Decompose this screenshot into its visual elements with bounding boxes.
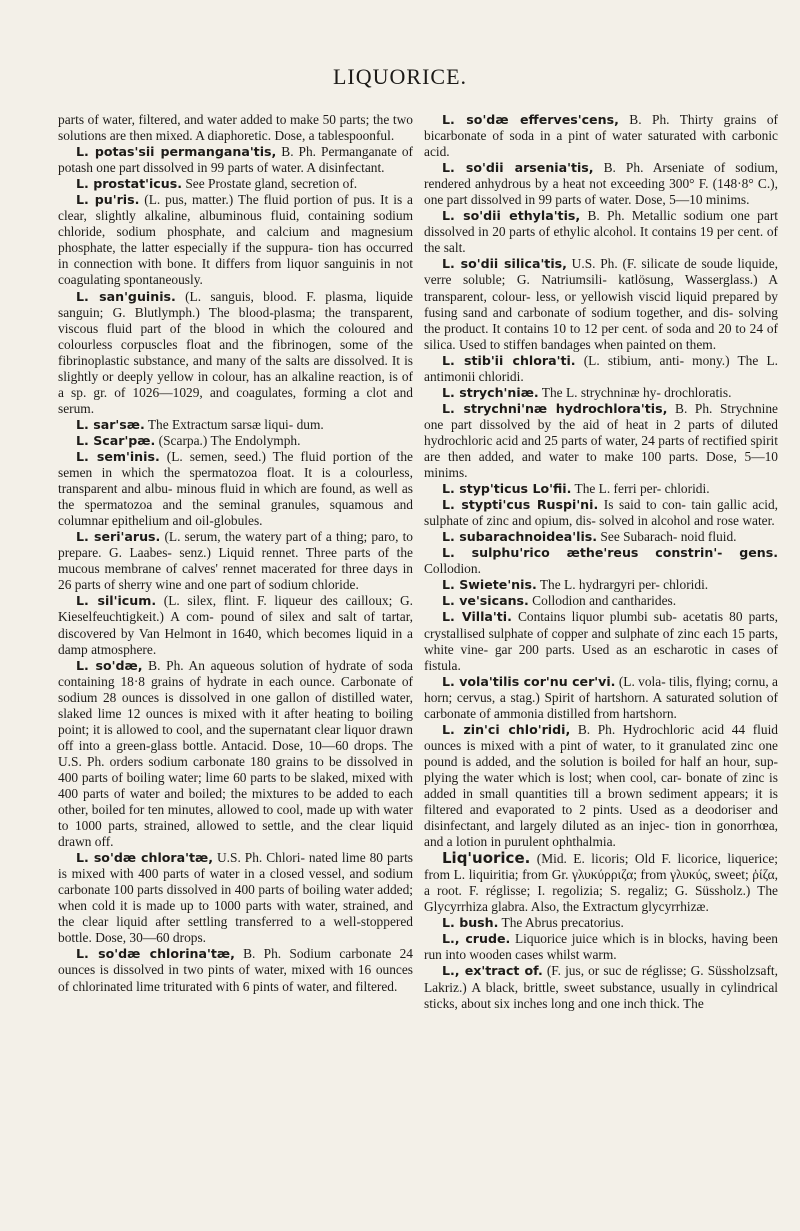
- entry-text: B. Ph. Hydrochloric acid 44 fluid ounces is mixed with a pint of water, to it granulated zinc one pound is added, and the solution is boiled for half an hour, sup- plying the water which is lost; when cool, car- bonate of zinc is added in small quantities till a brown sediment appears; it is filtered and evaporated to 2 pints. Used as a deodoriser and disinfectant, and largely diluted as an injec- tion in gonorrhœa, and a lotion in purulent ophthalmia.: [424, 721, 779, 850]
- entry-headword: L. san'guinis.: [76, 288, 176, 304]
- dictionary-entry: [58, 144, 413, 176]
- entry-text: Is said to con- tain gallic acid, sulphate of zinc and opium, dis- solved in alcohol and rose water.: [424, 497, 778, 529]
- entry-text: (L. silex, flint. F. liqueur des cailloux; G. Kieselfeuchtigkeit.) A com- pound of silex and salt of tartar, discovered by Van Helmont in 1640, which becomes liquid in a damp atmosphere.: [58, 593, 413, 657]
- dictionary-entry: [424, 545, 778, 577]
- entry-text: U.S. Ph. (F. silicate de soude liquide, verre soluble; G. Natriumsili- katlösung, Wasserglass.) A transparent, colour- less, or yellowish viscid liquid prepared by fusing sand and carbonate of sodium together, and dis- solving the product. It contains 10 to 12 per cent. of soda and 20 to 24 of silica. Used to stiffen bandages when painted on them.: [424, 256, 778, 352]
- dictionary-entry: [58, 529, 413, 593]
- dictionary-entry: [424, 674, 778, 722]
- dictionary-entry: [424, 353, 778, 385]
- entry-headword: L. seri'arus.: [76, 529, 161, 545]
- entry-headword: L. styp'ticus Lo'fii.: [442, 481, 572, 497]
- dictionary-entry: [424, 850, 778, 915]
- entry-text: Contains liquor plumbi sub- acetatis 80 parts, crystallised sulphate of copper and sulphate of zinc each 15 parts, white vine- gar 200 parts. Used as an escharotic in cases of fistula.: [424, 609, 778, 673]
- entry-text: U.S. Ph. Chlori- nated lime 80 parts is mixed with 400 parts of water in a closed vessel, and sodium carbonate 100 parts dissolved in 400 parts of boiling water added; when cold it is made up to 1000 parts with water, strained, and the clear liquid after settling transferred to a well-stoppered bottle. Dose, 30—60 drops.: [58, 850, 414, 946]
- dictionary-entry: [424, 593, 778, 609]
- entry-text: (Scarpa.) The Endolymph.: [155, 432, 301, 448]
- dictionary-entry: [58, 417, 413, 433]
- dictionary-entry: [424, 963, 778, 1011]
- entry-headword: L. zin'ci chlo'ridi,: [442, 721, 571, 737]
- entry-headword: L. so'dii silica'tis,: [442, 256, 567, 272]
- entry-headword: L. pu'ris.: [76, 192, 140, 208]
- dictionary-entry: [424, 385, 778, 401]
- entry-text: The L. hydrargyri per- chloridi.: [536, 577, 709, 593]
- dictionary-entry: [424, 256, 778, 352]
- entry-text: (L. semen, seed.) The fluid portion of the semen in which the spermatozoa float. It is a colourless, transparent and albu- minous fluid in which are found, as well as the spermatozoa and the seminal granules, squamous and columnar epithelium and oil-globules.: [58, 448, 413, 529]
- entry-text: (L. vola- tilis, flying; cornu, a horn; cervus, a stag.) Spirit of hartshorn. A saturated solution of carbonate of ammonia distilled from hartshorn.: [424, 673, 778, 721]
- right-column: [424, 112, 778, 1012]
- dictionary-entry: [424, 915, 778, 931]
- entry-text: B. Ph. Metallic sodium one part dissolved in 20 parts of ethylic alcohol. It contains 19 per cent. of the salt.: [424, 208, 779, 256]
- entry-headword: L. strychni'næ hydrochlora'tis,: [442, 400, 668, 416]
- entry-headword: L. so'dæ chlorina'tæ,: [76, 946, 235, 962]
- entry-text: The L. ferri per- chloridi.: [571, 481, 710, 497]
- entry-text: B. Ph. Arseniate of sodium, rendered anhydrous by a heat not exceeding 300° F. (148·8° C.), one part dissolved in 99 parts of water. Dose, 5—10 minims.: [424, 160, 778, 208]
- entry-text: parts of water, filtered, and water added to make 50 parts; the two solutions are then mixed. A diaphoretic. Dose, a tablespoonful.: [58, 112, 413, 144]
- dictionary-entry: [58, 946, 413, 994]
- dictionary-entry: [58, 289, 413, 417]
- entry-text: B. Ph. Strychnine one part dissolved by the aid of heat in 2 parts of diluted hydrochloric acid and 25 parts of water, 24 parts of rectified spirit are then added, and water to make 100 parts. Dose, 5—10 minims.: [424, 400, 779, 481]
- entry-headword: L. Swiete'nis.: [442, 577, 537, 593]
- entry-headword: L. sulphu'rico æthe'reus constrin'- gens.: [442, 545, 778, 561]
- entry-headword: L. strych'niæ.: [442, 384, 539, 400]
- left-column: [58, 112, 413, 995]
- dictionary-entry: [58, 850, 413, 946]
- entry-headword: L., crude.: [442, 931, 511, 947]
- entry-text: Collodion and cantharides.: [528, 593, 677, 609]
- entry-headword: L. sil'icum.: [76, 593, 157, 609]
- entry-text: (F. jus, or suc de réglisse; G. Süssholzsaft, Lakriz.) A black, brittle, sweet substance, usually in cylindrical sticks, about six inches long and one inch thick. The: [424, 963, 779, 1011]
- entry-text: See Prostate gland, secretion of.: [182, 176, 358, 192]
- entry-headword: L., ex'tract of.: [442, 963, 543, 979]
- entry-text: The L. strychninæ hy- drochloratis.: [538, 384, 732, 400]
- entry-headword: L. Scar'pæ.: [76, 432, 156, 448]
- entry-text: B. Ph. Permanganate of potash one part dissolved in 99 parts of water. A disinfectant.: [58, 144, 413, 176]
- entry-headword: L. prostat'icus.: [76, 176, 182, 192]
- entry-headword: L. bush.: [442, 915, 499, 931]
- entry-headword: L. sar'sæ.: [76, 416, 145, 432]
- entry-text: The Abrus precatorius.: [498, 915, 624, 931]
- entry-headword: L. Villa'ti.: [442, 609, 512, 625]
- dictionary-entry: [58, 176, 413, 192]
- dictionary-entry: [424, 481, 778, 497]
- dictionary-entry: [58, 433, 413, 449]
- entry-headword: L. so'dæ chlora'tæ,: [76, 850, 214, 866]
- entry-headword: L. stypti'cus Ruspi'ni.: [442, 497, 599, 513]
- entry-headword: L. so'dæ,: [76, 657, 143, 673]
- entry-text: The Extractum sarsæ liqui- dum.: [144, 416, 324, 432]
- entry-text: (L. serum, the watery part of a thing; paro, to prepare. G. Laabes- senz.) Liquid rennet. Three parts of the mucous membrane of calves' rennet macerated for three days in 26 parts of sherry wine and one part of sodium chloride.: [58, 529, 414, 593]
- entry-text: B. Ph. Sodium carbonate 24 ounces is dissolved in two pints of water, mixed with 16 ounces of chlorinated lime triturated with 6 pints of water, and filtered.: [58, 946, 413, 994]
- entry-headword: L. subarachnoidea'lis.: [442, 529, 598, 545]
- dictionary-entry: [424, 160, 778, 208]
- entry-text: (L. stibium, anti- mony.) The L. antimonii chloridi.: [424, 352, 778, 384]
- dictionary-entry: [424, 609, 778, 673]
- entry-headword: L. stib'ii chlora'ti.: [442, 352, 576, 368]
- dictionary-entry: [58, 112, 413, 144]
- entry-headword: L. potas'sii permangana'tis,: [76, 144, 277, 160]
- entry-text: Liquorice juice which is in blocks, having been run into wooden cases whilst warm.: [424, 931, 778, 963]
- entry-headword: L. vola'tilis cor'nu cer'vi.: [442, 673, 616, 689]
- dictionary-entry: [58, 192, 413, 288]
- entry-text: B. Ph. An aqueous solution of hydrate of soda containing 18·8 grains of hydrate in each ounce. Carbonate of sodium 28 ounces is dissolved in one gallon of distilled water, slaked lime 12 ounces is mixed with it after heating to boiling point; it is allowed to cool, and the supernatant clear liquor drawn off into a green-glass bottle. Antacid. Dose, 10—60 drops. The U.S. Ph. orders sodium carbonate 180 grains to be dissolved in 400 parts of boiling water; lime 60 parts to be slaked, mixed with 400 parts of water and boiled; the mixtures to be added to each other, boiled for ten minutes, allowed to cool, made up with water to 1000 parts, strained, allowed to settle, and the clear liquid drawn off.: [58, 657, 413, 850]
- entry-headword: L. so'dii arsenia'tis,: [442, 160, 594, 176]
- entry-text: Collodion.: [424, 561, 481, 577]
- dictionary-entry: [58, 449, 413, 529]
- dictionary-entry: [424, 112, 778, 160]
- dictionary-entry: [424, 529, 778, 545]
- entry-headword: L. so'dii ethyla'tis,: [442, 208, 581, 224]
- entry-headword: L. sem'inis.: [76, 448, 160, 464]
- dictionary-entry: [424, 931, 778, 963]
- dictionary-entry: [58, 658, 413, 851]
- entry-headword: Liq'uorice.: [442, 849, 531, 868]
- entry-text: (Mid. E. licoris; Old F. licorice, liquerice; from L. liquiritia; from Gr. γλυκύρριζα; from γλυκύς, sweet; ῥίζα, a root. F. réglisse; I. regolizia; S. regaliz; G. Süssholz.) The Glycyrrhiza glabra. Also, the Extractum glycyrrhizæ.: [424, 851, 778, 915]
- dictionary-entry: [424, 208, 778, 256]
- dictionary-entry: [58, 593, 413, 657]
- entry-text: (L. pus, matter.) The fluid portion of pus. It is a clear, slightly alkaline, albuminous fluid, containing sodium chloride, sodium phosphate, and calcium and magnesium phosphate, the latter especially if the suppura- tion has occurred in connection with bone. It differs from liquor sanguinis in not coagulating spontaneously.: [58, 192, 413, 288]
- entry-headword: L. so'dæ efferves'cens,: [442, 112, 619, 127]
- running-head: LIQUORICE.: [332, 64, 468, 89]
- dictionary-entry: [424, 401, 778, 481]
- entry-text: B. Ph. Thirty grains of bicarbonate of soda in a pint of water saturated with carbonic acid.: [424, 112, 778, 160]
- dictionary-entry: [424, 722, 778, 850]
- dictionary-entry: [424, 577, 778, 593]
- entry-headword: L. ve'sicans.: [442, 593, 529, 609]
- entry-text: See Subarach- noid fluid.: [597, 529, 737, 545]
- entry-text: (L. sanguis, blood. F. plasma, liquide sanguin; G. Blutlymph.) The blood-plasma; the transparent, viscous fluid part of the blood in which the coloured and colourless corpuscles float and the fibrinogen, some of the fibrinoplastic substance, and many of the salts are dissolved. It is slightly or deeply yellow in colour, has an alkaline reaction, is of a sp. gr. of 1026—1029, and coagulates, forming a clot and serum.: [58, 288, 413, 416]
- dictionary-entry: [424, 497, 778, 529]
